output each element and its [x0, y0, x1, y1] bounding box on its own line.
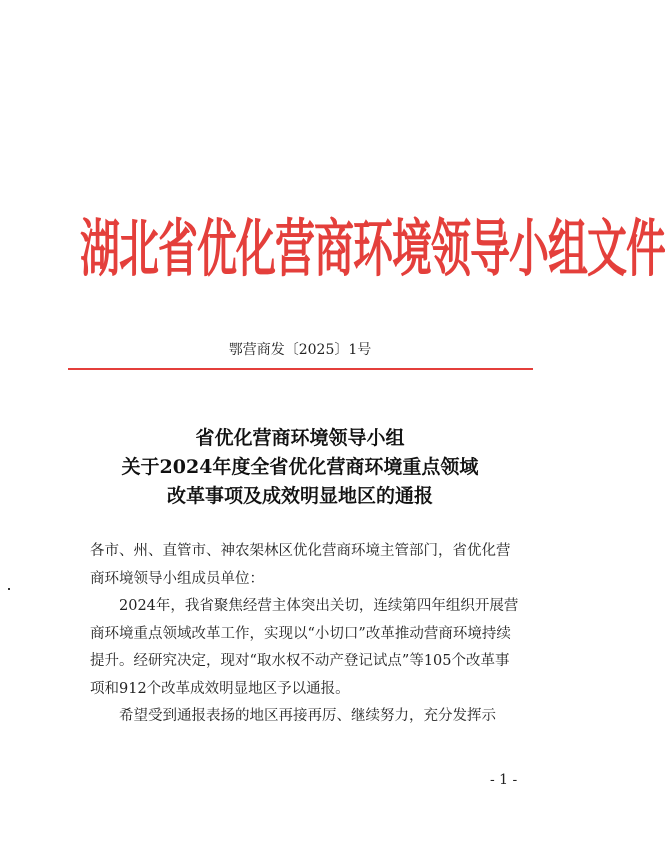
margin-mark: [8, 588, 10, 590]
red-divider-line: [68, 368, 533, 370]
document-body: [90, 538, 520, 731]
body-paragraph-1: 2024年，我省聚焦经营主体突出关切，连续第四年组织开展营商环境重点领域改革工作，实现以“小切口”改革推动营商环境持续提升。经研究决定，现对“取水权不动产登记试点”等105个改革事项和912个改革成效明显地区予以通报。: [90, 598, 519, 697]
addressee-paragraph: 各市、州、直管市、神农架林区优化营商环境主管部门，省优化营商环境领导小组成员单位：: [90, 543, 511, 587]
document-title-line-1: 省优化营商环境领导小组: [195, 427, 405, 449]
document-title-line-3: 改革事项及成效明显地区的通报: [166, 485, 433, 507]
body-paragraph-2: 希望受到通报表扬的地区再接再厉、继续努力，充分发挥示: [119, 708, 496, 724]
document-number: 鄂营商发〔2025〕1号: [228, 342, 372, 358]
document-title: [0, 424, 600, 511]
document-header-title: 湖北省优化营商环境领导小组文件: [80, 214, 665, 286]
page-number: - 1 -: [490, 772, 518, 788]
document-title-line-2: 关于2024年度全省优化营商环境重点领域: [121, 456, 479, 478]
